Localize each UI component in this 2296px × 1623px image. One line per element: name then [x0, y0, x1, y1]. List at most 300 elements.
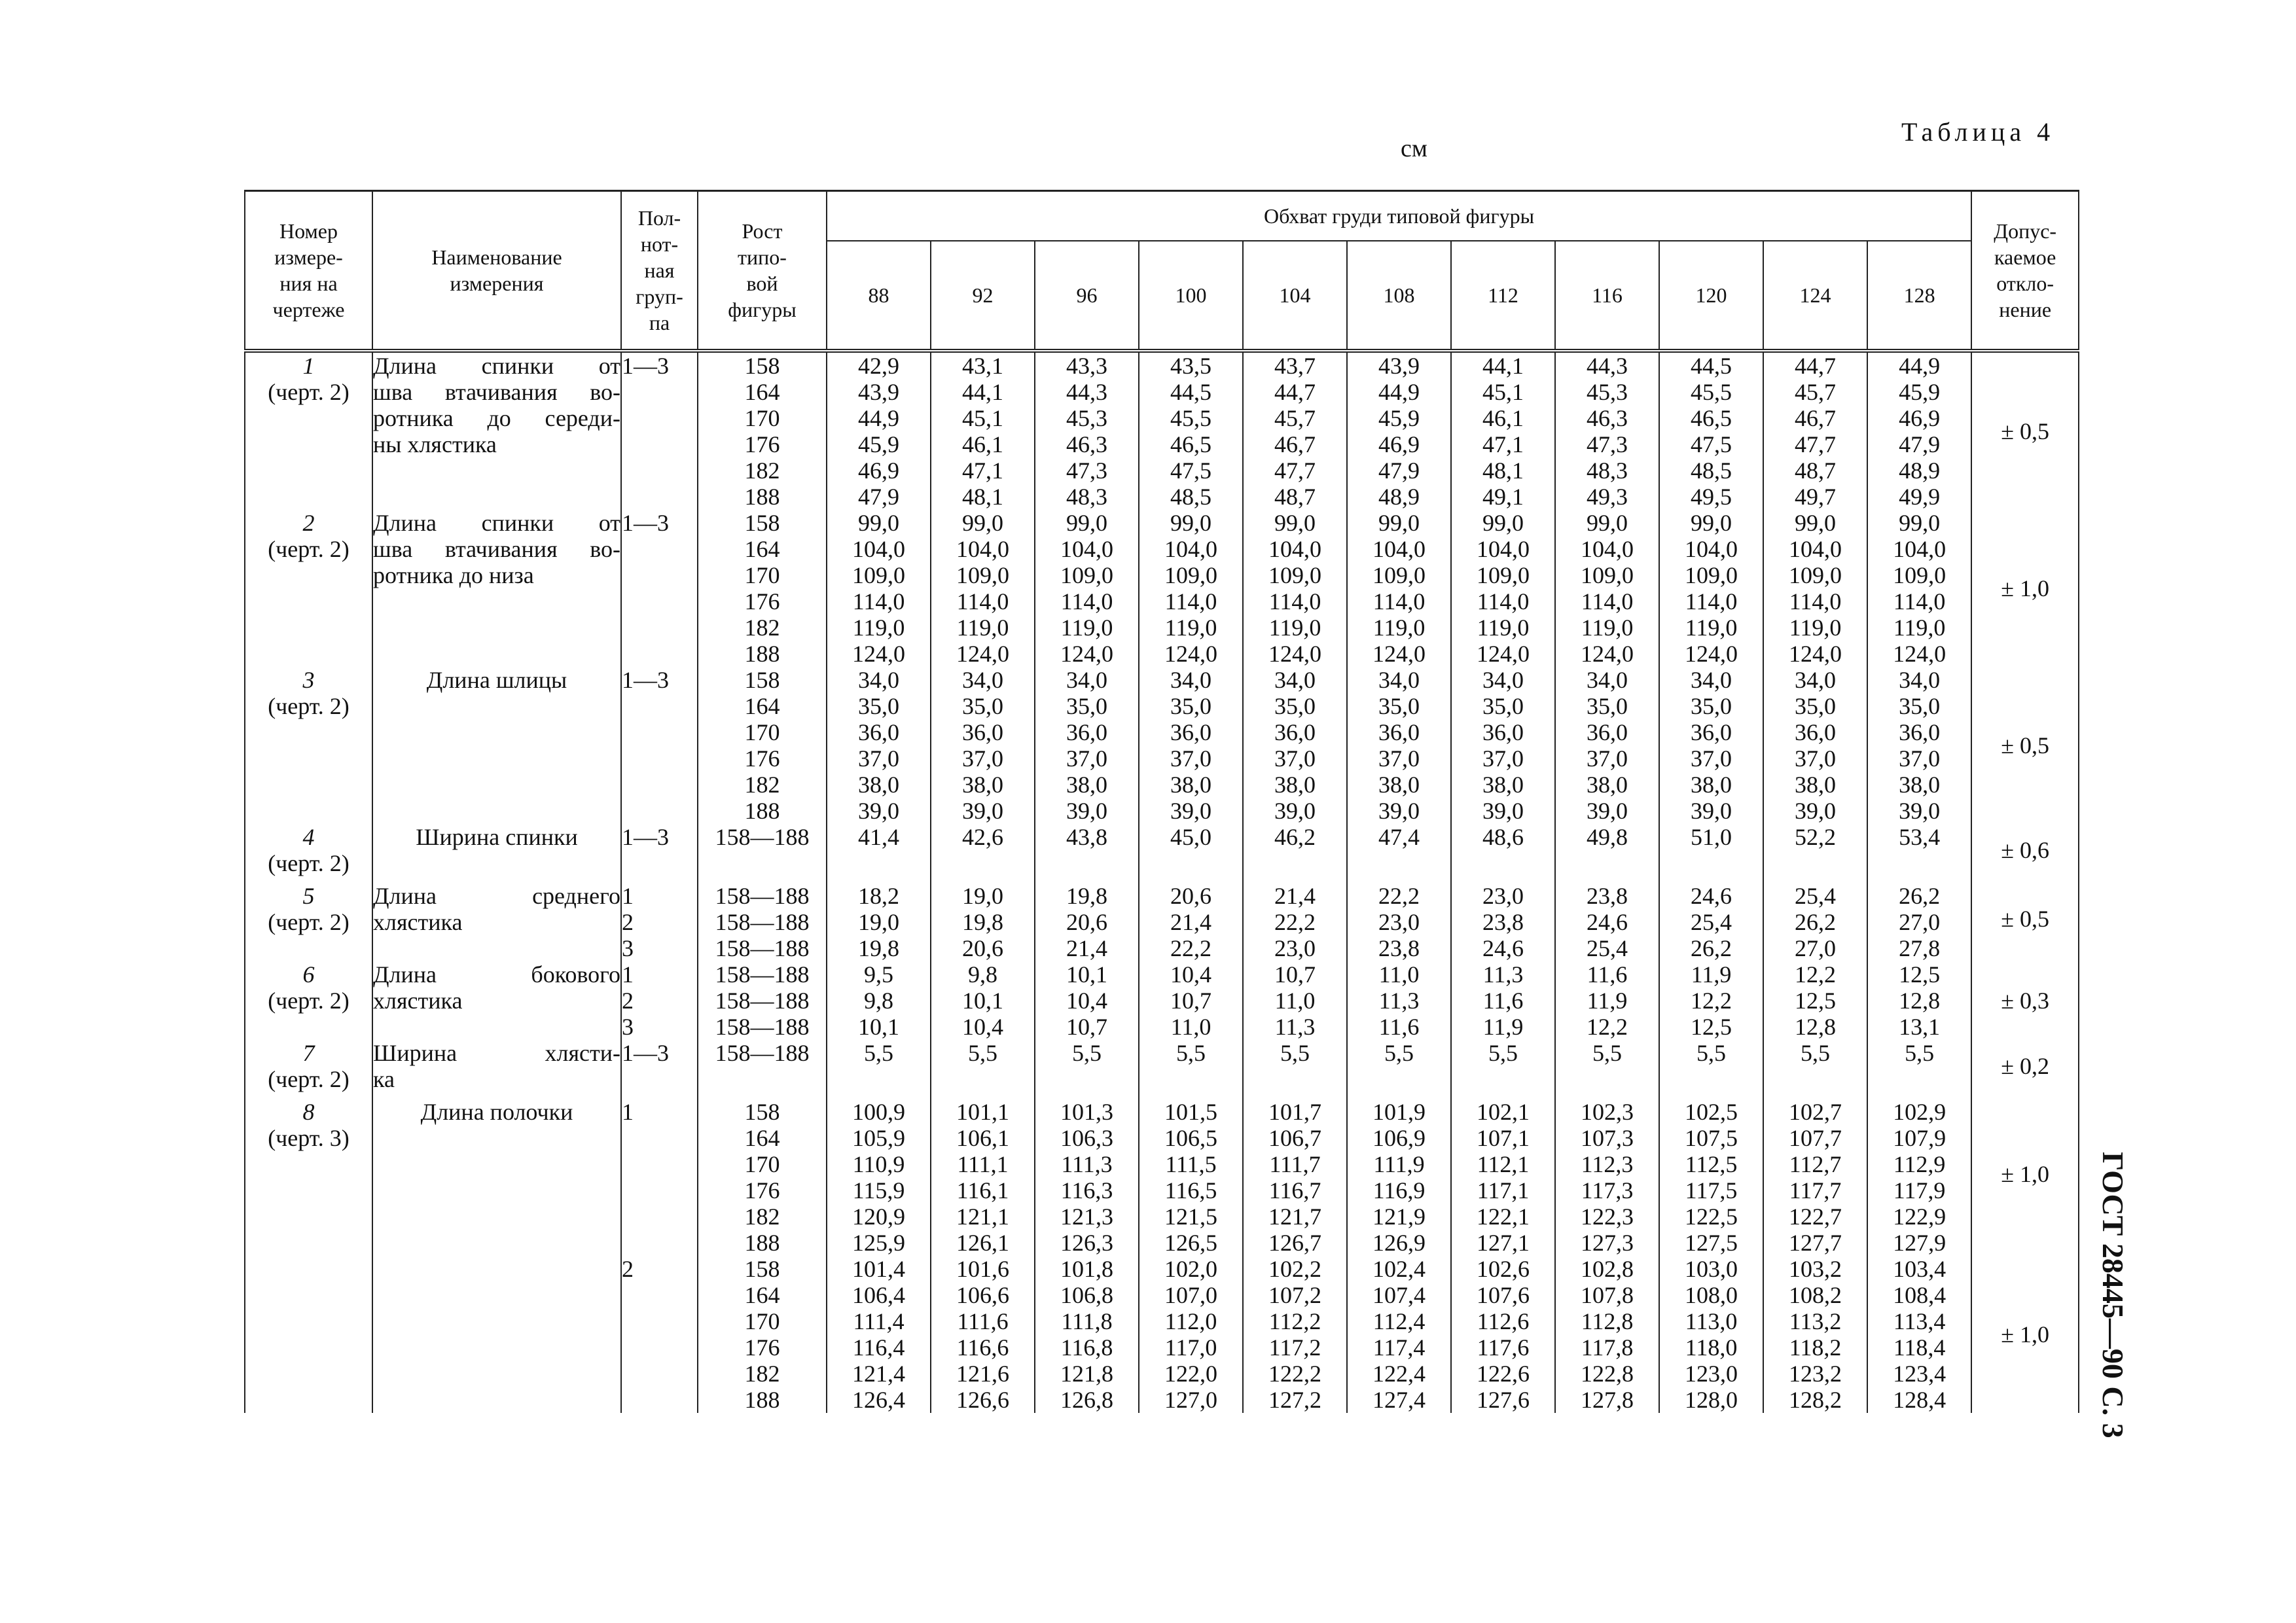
chest-value-col-100 — [1139, 961, 1243, 1040]
chest-value-line: 36,0 — [1170, 719, 1211, 745]
measurement-index: 1 — [302, 352, 315, 379]
figure-height-text-line: 182 — [744, 1360, 780, 1387]
chest-value-line: 12,2 — [1587, 1013, 1628, 1040]
chest-value — [1348, 961, 1450, 1040]
chest-value-line: 44,7 — [1795, 352, 1836, 379]
figure-height-text-line: 182 — [744, 1203, 780, 1230]
chest-value-line: 19,0 — [858, 908, 899, 935]
chest-value-line: 101,7 — [1268, 1098, 1321, 1125]
chest-value-line: 37,0 — [1795, 745, 1836, 772]
chest-value-col-88 — [827, 961, 931, 1040]
measurement-name-text — [373, 1040, 620, 1092]
chest-value-col-96 — [1035, 1092, 1139, 1256]
figure-height-text-line: 188 — [744, 1229, 780, 1256]
chest-value-line: 102,9 — [1893, 1098, 1946, 1125]
chest-value-line: 12,8 — [1899, 987, 1941, 1014]
chest-value-col-104 — [1243, 667, 1347, 824]
chest-value-line: 38,0 — [1170, 771, 1211, 798]
chest-value-line: 10,4 — [1066, 987, 1107, 1014]
chest-value-line: 126,5 — [1164, 1229, 1217, 1256]
chest-value — [1035, 510, 1138, 667]
chest-value-col-104 — [1243, 510, 1347, 667]
chest-value-line: 47,3 — [1587, 431, 1628, 457]
chest-value-col-116 — [1555, 667, 1659, 824]
header-tolerance-text-line: откло- — [1996, 271, 2054, 295]
chest-value-col-120 — [1659, 1092, 1763, 1256]
header-size-100: 100 — [1139, 241, 1243, 351]
chest-value-line: 128,0 — [1685, 1386, 1738, 1413]
chest-value-line: 11,0 — [1170, 1013, 1211, 1040]
chest-value-col-96 — [1035, 351, 1139, 510]
chest-value-col-88 — [827, 1256, 931, 1413]
chest-value-line: 35,0 — [1066, 692, 1107, 719]
chest-value-col-92 — [931, 824, 1035, 876]
chest-value-line: 45,9 — [1378, 404, 1420, 431]
chest-value — [1660, 1256, 1763, 1413]
measurements-table — [244, 190, 2079, 1413]
chest-value — [931, 824, 1034, 850]
chest-value-line: 124,0 — [1893, 640, 1946, 667]
chest-value-col-88 — [827, 667, 931, 824]
chest-value — [1244, 824, 1346, 850]
chest-value-col-128 — [1867, 1092, 1971, 1256]
chest-value-line: 121,5 — [1164, 1203, 1217, 1230]
chest-value-line: 99,0 — [1691, 509, 1732, 536]
chest-value-line: 44,3 — [1587, 352, 1628, 379]
table-row — [245, 1092, 2079, 1256]
chest-value — [1556, 1099, 1659, 1256]
chest-value-line: 104,0 — [956, 535, 1009, 562]
chest-value-line: 102,8 — [1581, 1255, 1634, 1282]
chest-value — [1868, 667, 1971, 824]
chest-value-col-112 — [1451, 1040, 1555, 1092]
side-page-label: ГОСТ 28445—90 С. 3 — [2096, 1152, 2130, 1438]
chest-value-line: 99,0 — [1170, 509, 1211, 536]
fullness-group — [621, 667, 698, 824]
figure-height-text-line: 164 — [744, 378, 780, 405]
chest-value-line: 48,5 — [1691, 457, 1732, 484]
chest-value-line: 45,9 — [1899, 378, 1941, 405]
chest-value-line: 39,0 — [1691, 797, 1732, 824]
chest-value-line: 121,3 — [1060, 1203, 1113, 1230]
chest-value-line: 20,6 — [962, 935, 1003, 961]
chest-value-line: 43,5 — [1170, 352, 1211, 379]
measurement-index: 8 — [302, 1098, 315, 1125]
chest-value-line: 99,0 — [962, 509, 1003, 536]
chest-value-line: 12,2 — [1691, 987, 1732, 1014]
chest-value-col-92 — [931, 1256, 1035, 1413]
fullness-group-text — [622, 1099, 697, 1125]
chest-value-line: 47,1 — [962, 457, 1003, 484]
chest-value-col-112 — [1451, 1092, 1555, 1256]
figure-height-text-line: 188 — [744, 483, 780, 510]
chest-value-line: 102,7 — [1789, 1098, 1842, 1125]
chest-value-line: 12,5 — [1691, 1013, 1732, 1040]
chest-value-col-104 — [1243, 824, 1347, 876]
chest-value-line: 49,5 — [1691, 483, 1732, 510]
chest-value-line: 48,9 — [1378, 483, 1420, 510]
chest-value-line: 35,0 — [858, 692, 899, 719]
chest-value-line: 48,7 — [1795, 457, 1836, 484]
chest-value-line: 49,7 — [1795, 483, 1836, 510]
figure-height-text — [698, 510, 826, 667]
chest-value-line: 27,8 — [1899, 935, 1941, 961]
chest-value-line: 25,4 — [1691, 908, 1732, 935]
chest-value-line: 117,3 — [1581, 1177, 1634, 1204]
chest-value-line: 25,4 — [1587, 935, 1628, 961]
chest-value-col-120 — [1659, 1256, 1763, 1413]
chest-value-line: 24,6 — [1587, 908, 1628, 935]
chest-value-line: 124,0 — [852, 640, 905, 667]
chest-value-line: 48,3 — [1587, 457, 1628, 484]
chest-value-col-128 — [1867, 510, 1971, 667]
chest-value-col-88 — [827, 351, 931, 510]
fullness-group-text — [622, 1256, 697, 1282]
chest-value-line: 10,4 — [1170, 961, 1211, 988]
chest-value-line: 35,0 — [1482, 692, 1524, 719]
chest-value-line: 127,4 — [1372, 1386, 1426, 1413]
chest-value-line: 45,5 — [1170, 404, 1211, 431]
chest-value-line: 127,9 — [1893, 1229, 1946, 1256]
chest-value-line: 37,0 — [858, 745, 899, 772]
chest-value-line: 36,0 — [1482, 719, 1524, 745]
chest-value-line: 112,0 — [1164, 1308, 1217, 1334]
chest-value-col-108 — [1347, 1092, 1451, 1256]
chest-value — [1764, 667, 1867, 824]
chest-value-line: 105,9 — [852, 1124, 905, 1151]
measurement-index: 2 — [302, 509, 315, 536]
figure-height-text-line: 170 — [744, 562, 780, 588]
chest-value-line: 122,8 — [1581, 1360, 1634, 1387]
chest-value — [1868, 510, 1971, 667]
measurement-name-line: Длина шлицы — [426, 666, 567, 693]
chest-value-line: 9,8 — [864, 987, 893, 1014]
chest-value-line: 48,5 — [1170, 483, 1211, 510]
chest-value-col-120 — [1659, 667, 1763, 824]
chest-value-line: 10,1 — [962, 987, 1003, 1014]
chest-value-line: 44,5 — [1691, 352, 1732, 379]
chest-value-line: 106,3 — [1060, 1124, 1113, 1151]
chest-value-col-104 — [1243, 1256, 1347, 1413]
measurement-name-text-line: ротника до середи- — [373, 404, 620, 431]
chest-value-col-100 — [1139, 876, 1243, 961]
chest-value-line: 114,0 — [1060, 588, 1113, 615]
header-group-text — [622, 205, 697, 336]
figure-height-text-line: 164 — [744, 692, 780, 719]
figure-height-text-line: 164 — [744, 1281, 780, 1308]
chest-value-col-120 — [1659, 1040, 1763, 1092]
chest-value-line: 127,6 — [1477, 1386, 1530, 1413]
chest-value — [1764, 1099, 1867, 1256]
chest-value-col-112 — [1451, 510, 1555, 667]
measurement-name — [372, 667, 621, 824]
chest-value-col-112 — [1451, 1256, 1555, 1413]
chest-value-line: 109,0 — [1789, 562, 1842, 588]
chest-value-col-124 — [1763, 667, 1867, 824]
header-group-text-line: па — [649, 310, 670, 334]
chest-value-col-100 — [1139, 1040, 1243, 1092]
chest-value-line: 12,2 — [1795, 961, 1836, 988]
chest-value — [1244, 510, 1346, 667]
tolerance: ± 0,3 — [1971, 961, 2079, 1040]
measurement-number-text — [245, 353, 372, 405]
chest-value-line: 122,9 — [1893, 1203, 1946, 1230]
header-size-120: 120 — [1659, 241, 1763, 351]
chest-value-line: 45,9 — [858, 431, 899, 457]
figure-height-text-line: 188 — [744, 1386, 780, 1413]
chest-value-line: 111,7 — [1269, 1150, 1321, 1177]
chest-value-line: 125,9 — [852, 1229, 905, 1256]
chest-value-line: 102,1 — [1477, 1098, 1530, 1125]
chest-value-line: 5,5 — [968, 1039, 997, 1066]
table-label: Таблица 4 — [1901, 117, 2055, 147]
chest-value — [1764, 510, 1867, 667]
header-num-text — [245, 218, 372, 323]
chest-value-line: 18,2 — [858, 882, 899, 909]
table-header — [245, 191, 2079, 351]
measurement-name — [372, 824, 621, 876]
chest-value-line: 53,4 — [1899, 823, 1941, 850]
chest-value-line: 9,8 — [968, 961, 997, 988]
figure-height-text — [698, 961, 826, 1040]
chest-value-line: 107,7 — [1789, 1124, 1842, 1151]
chest-value-line: 44,1 — [1482, 352, 1524, 379]
chest-value-col-112 — [1451, 961, 1555, 1040]
chest-value-col-104 — [1243, 1092, 1347, 1256]
chest-value — [1139, 824, 1242, 850]
chest-value-line: 127,2 — [1268, 1386, 1321, 1413]
chest-value-line: 22,2 — [1378, 882, 1420, 909]
chest-value — [1764, 883, 1867, 961]
chest-value-line: 122,6 — [1477, 1360, 1530, 1387]
chest-value — [1556, 824, 1659, 850]
chest-value-line: 114,0 — [1789, 588, 1842, 615]
chest-value-line: 37,0 — [1691, 745, 1732, 772]
chest-value-col-108 — [1347, 876, 1451, 961]
drawing-ref: (черт. 2) — [268, 535, 350, 562]
figure-height-text-line: 158 — [744, 666, 780, 693]
chest-value — [1348, 1256, 1450, 1413]
chest-value-line: 109,0 — [1372, 562, 1426, 588]
measurement-number-text — [245, 961, 372, 1014]
chest-value-line: 34,0 — [1274, 666, 1316, 693]
chest-value-line: 114,0 — [1268, 588, 1321, 615]
chest-value-line: 102,0 — [1164, 1255, 1217, 1282]
measurement-number — [245, 1040, 372, 1092]
figure-height — [698, 1092, 827, 1256]
chest-value-line: 107,2 — [1268, 1281, 1321, 1308]
unit-label: см — [1401, 135, 1427, 162]
chest-value-col-116 — [1555, 1256, 1659, 1413]
chest-value-line: 5,5 — [1176, 1039, 1206, 1066]
chest-value-line: 126,8 — [1060, 1386, 1113, 1413]
chest-value-col-116 — [1555, 1092, 1659, 1256]
fullness-group-text-line: 1—3 — [622, 1039, 669, 1066]
chest-value — [1660, 1099, 1763, 1256]
chest-value-line: 23,8 — [1482, 908, 1524, 935]
chest-value-line: 19,8 — [1066, 882, 1107, 909]
fullness-group-text-line: 2 — [622, 908, 634, 935]
chest-value-line: 35,0 — [1587, 692, 1628, 719]
figure-height-text-line: 164 — [744, 1124, 780, 1151]
measurement-name-text — [373, 883, 620, 935]
figure-height — [698, 961, 827, 1040]
chest-value — [1660, 510, 1763, 667]
measurement-name-text-line: шва втачивания во- — [373, 378, 620, 405]
figure-height — [698, 1040, 827, 1092]
chest-value-col-96 — [1035, 510, 1139, 667]
chest-value-line: 5,5 — [1592, 1039, 1622, 1066]
chest-value — [1556, 353, 1659, 510]
chest-value — [1139, 1099, 1242, 1256]
chest-value-line: 45,3 — [1587, 378, 1628, 405]
chest-value-line: 124,0 — [1060, 640, 1113, 667]
chest-value-col-100 — [1139, 351, 1243, 510]
chest-value-col-108 — [1347, 351, 1451, 510]
chest-value-line: 101,5 — [1164, 1098, 1217, 1125]
chest-value-line: 34,0 — [1899, 666, 1941, 693]
chest-value-line: 46,3 — [1066, 431, 1107, 457]
chest-value-line: 117,6 — [1477, 1334, 1530, 1361]
chest-value-col-128 — [1867, 351, 1971, 510]
table-row — [245, 824, 2079, 876]
drawing-ref: (черт. 2) — [268, 378, 350, 405]
chest-value-line: 106,9 — [1372, 1124, 1426, 1151]
chest-value-line: 114,0 — [956, 588, 1009, 615]
fullness-group-text-line: 3 — [622, 935, 634, 961]
chest-value-line: 111,9 — [1373, 1150, 1425, 1177]
chest-value-line: 117,9 — [1893, 1177, 1946, 1204]
chest-value-line: 36,0 — [858, 719, 899, 745]
chest-value-col-120 — [1659, 510, 1763, 667]
chest-value-line: 107,0 — [1164, 1281, 1217, 1308]
fullness-group-text — [622, 961, 697, 1040]
figure-height-text-line: 164 — [744, 535, 780, 562]
chest-value-line: 117,0 — [1164, 1334, 1217, 1361]
chest-value-line: 45,0 — [1170, 823, 1211, 850]
chest-value-line: 122,3 — [1581, 1203, 1634, 1230]
measurement-name-text-line: хлястика — [373, 908, 463, 935]
chest-value — [1244, 961, 1346, 1040]
drawing-ref: (черт. 2) — [268, 987, 350, 1014]
figure-height — [698, 1256, 827, 1413]
chest-value-line: 39,0 — [858, 797, 899, 824]
chest-value-line: 124,0 — [1164, 640, 1217, 667]
chest-value-col-96 — [1035, 961, 1139, 1040]
chest-value-line: 127,7 — [1789, 1229, 1842, 1256]
chest-value-line: 106,4 — [852, 1281, 905, 1308]
chest-value-line: 109,0 — [1893, 562, 1946, 588]
chest-value-line: 116,9 — [1372, 1177, 1426, 1204]
fullness-group-text-line: 1 — [622, 882, 634, 909]
chest-value-col-112 — [1451, 824, 1555, 876]
chest-value-line: 44,9 — [858, 404, 899, 431]
measurement-name-line: Длина полочки — [420, 1098, 573, 1125]
measurement-number — [245, 876, 372, 961]
chest-value-col-108 — [1347, 961, 1451, 1040]
chest-value-line: 48,7 — [1274, 483, 1316, 510]
measurement-number-text — [245, 510, 372, 562]
chest-value — [931, 510, 1034, 667]
fullness-group-text-line: 1—3 — [622, 823, 669, 850]
figure-height-text-line: 158—188 — [715, 1013, 810, 1040]
chest-value-line: 47,1 — [1482, 431, 1524, 457]
chest-value-line: 117,7 — [1789, 1177, 1842, 1204]
chest-value-line: 26,2 — [1795, 908, 1836, 935]
chest-value — [1660, 883, 1763, 961]
measurement-name-text-line: Длина среднего — [373, 882, 620, 909]
chest-value-line: 5,5 — [1696, 1039, 1726, 1066]
chest-value-line: 115,9 — [852, 1177, 905, 1204]
chest-value-line: 11,6 — [1378, 1013, 1420, 1040]
chest-value — [931, 961, 1034, 1040]
measurement-index: 3 — [302, 666, 315, 693]
chest-value — [1139, 961, 1242, 1040]
chest-value — [1348, 883, 1450, 961]
chest-value-line: 36,0 — [1066, 719, 1107, 745]
chest-value — [1244, 1256, 1346, 1413]
chest-value-line: 103,4 — [1893, 1255, 1946, 1282]
chest-value-line: 48,9 — [1899, 457, 1941, 484]
chest-value-line: 36,0 — [1899, 719, 1941, 745]
chest-value-line: 124,0 — [956, 640, 1009, 667]
figure-height-text-line: 158—188 — [715, 935, 810, 961]
chest-value-line: 107,3 — [1581, 1124, 1634, 1151]
chest-value-line: 101,4 — [852, 1255, 905, 1282]
figure-height-text-line: 182 — [744, 457, 780, 484]
chest-value-line: 123,2 — [1789, 1360, 1842, 1387]
chest-value-line: 99,0 — [858, 509, 899, 536]
chest-value-line: 46,5 — [1691, 404, 1732, 431]
chest-value-line: 116,8 — [1060, 1334, 1113, 1361]
chest-value-line: 99,0 — [1378, 509, 1420, 536]
chest-value-line: 27,0 — [1899, 908, 1941, 935]
chest-value-line: 126,7 — [1268, 1229, 1321, 1256]
chest-value — [827, 1040, 930, 1066]
chest-value — [1035, 353, 1138, 510]
chest-value-line: 116,5 — [1164, 1177, 1217, 1204]
chest-value — [1868, 1099, 1971, 1256]
chest-value — [931, 1099, 1034, 1256]
chest-value-line: 39,0 — [1899, 797, 1941, 824]
fullness-group-text-line: 1—3 — [622, 352, 669, 379]
chest-value-line: 44,5 — [1170, 378, 1211, 405]
chest-value-line: 39,0 — [962, 797, 1003, 824]
chest-value-line: 103,2 — [1789, 1255, 1842, 1282]
chest-value-col-92 — [931, 961, 1035, 1040]
chest-value-line: 39,0 — [1170, 797, 1211, 824]
chest-value-line: 104,0 — [1477, 535, 1530, 562]
chest-value — [1868, 883, 1971, 961]
measurement-name — [372, 876, 621, 961]
chest-value-line: 34,0 — [1691, 666, 1732, 693]
chest-value — [1139, 883, 1242, 961]
chest-value-line: 26,2 — [1691, 935, 1732, 961]
figure-height-text-line: 158 — [744, 1255, 780, 1282]
measurement-number — [245, 961, 372, 1040]
chest-value-line: 106,6 — [956, 1281, 1009, 1308]
chest-value-line: 127,0 — [1164, 1386, 1217, 1413]
measurement-number — [245, 824, 372, 876]
chest-value-line: 46,7 — [1795, 404, 1836, 431]
chest-value-line: 21,4 — [1170, 908, 1211, 935]
measurement-name-text-line: Длина спинки от — [373, 509, 620, 536]
chest-value — [1035, 961, 1138, 1040]
chest-value-line: 5,5 — [1280, 1039, 1310, 1066]
chest-value-line: 111,4 — [853, 1308, 905, 1334]
chest-value-line: 100,9 — [852, 1098, 905, 1125]
chest-value-line: 23,0 — [1274, 935, 1316, 961]
